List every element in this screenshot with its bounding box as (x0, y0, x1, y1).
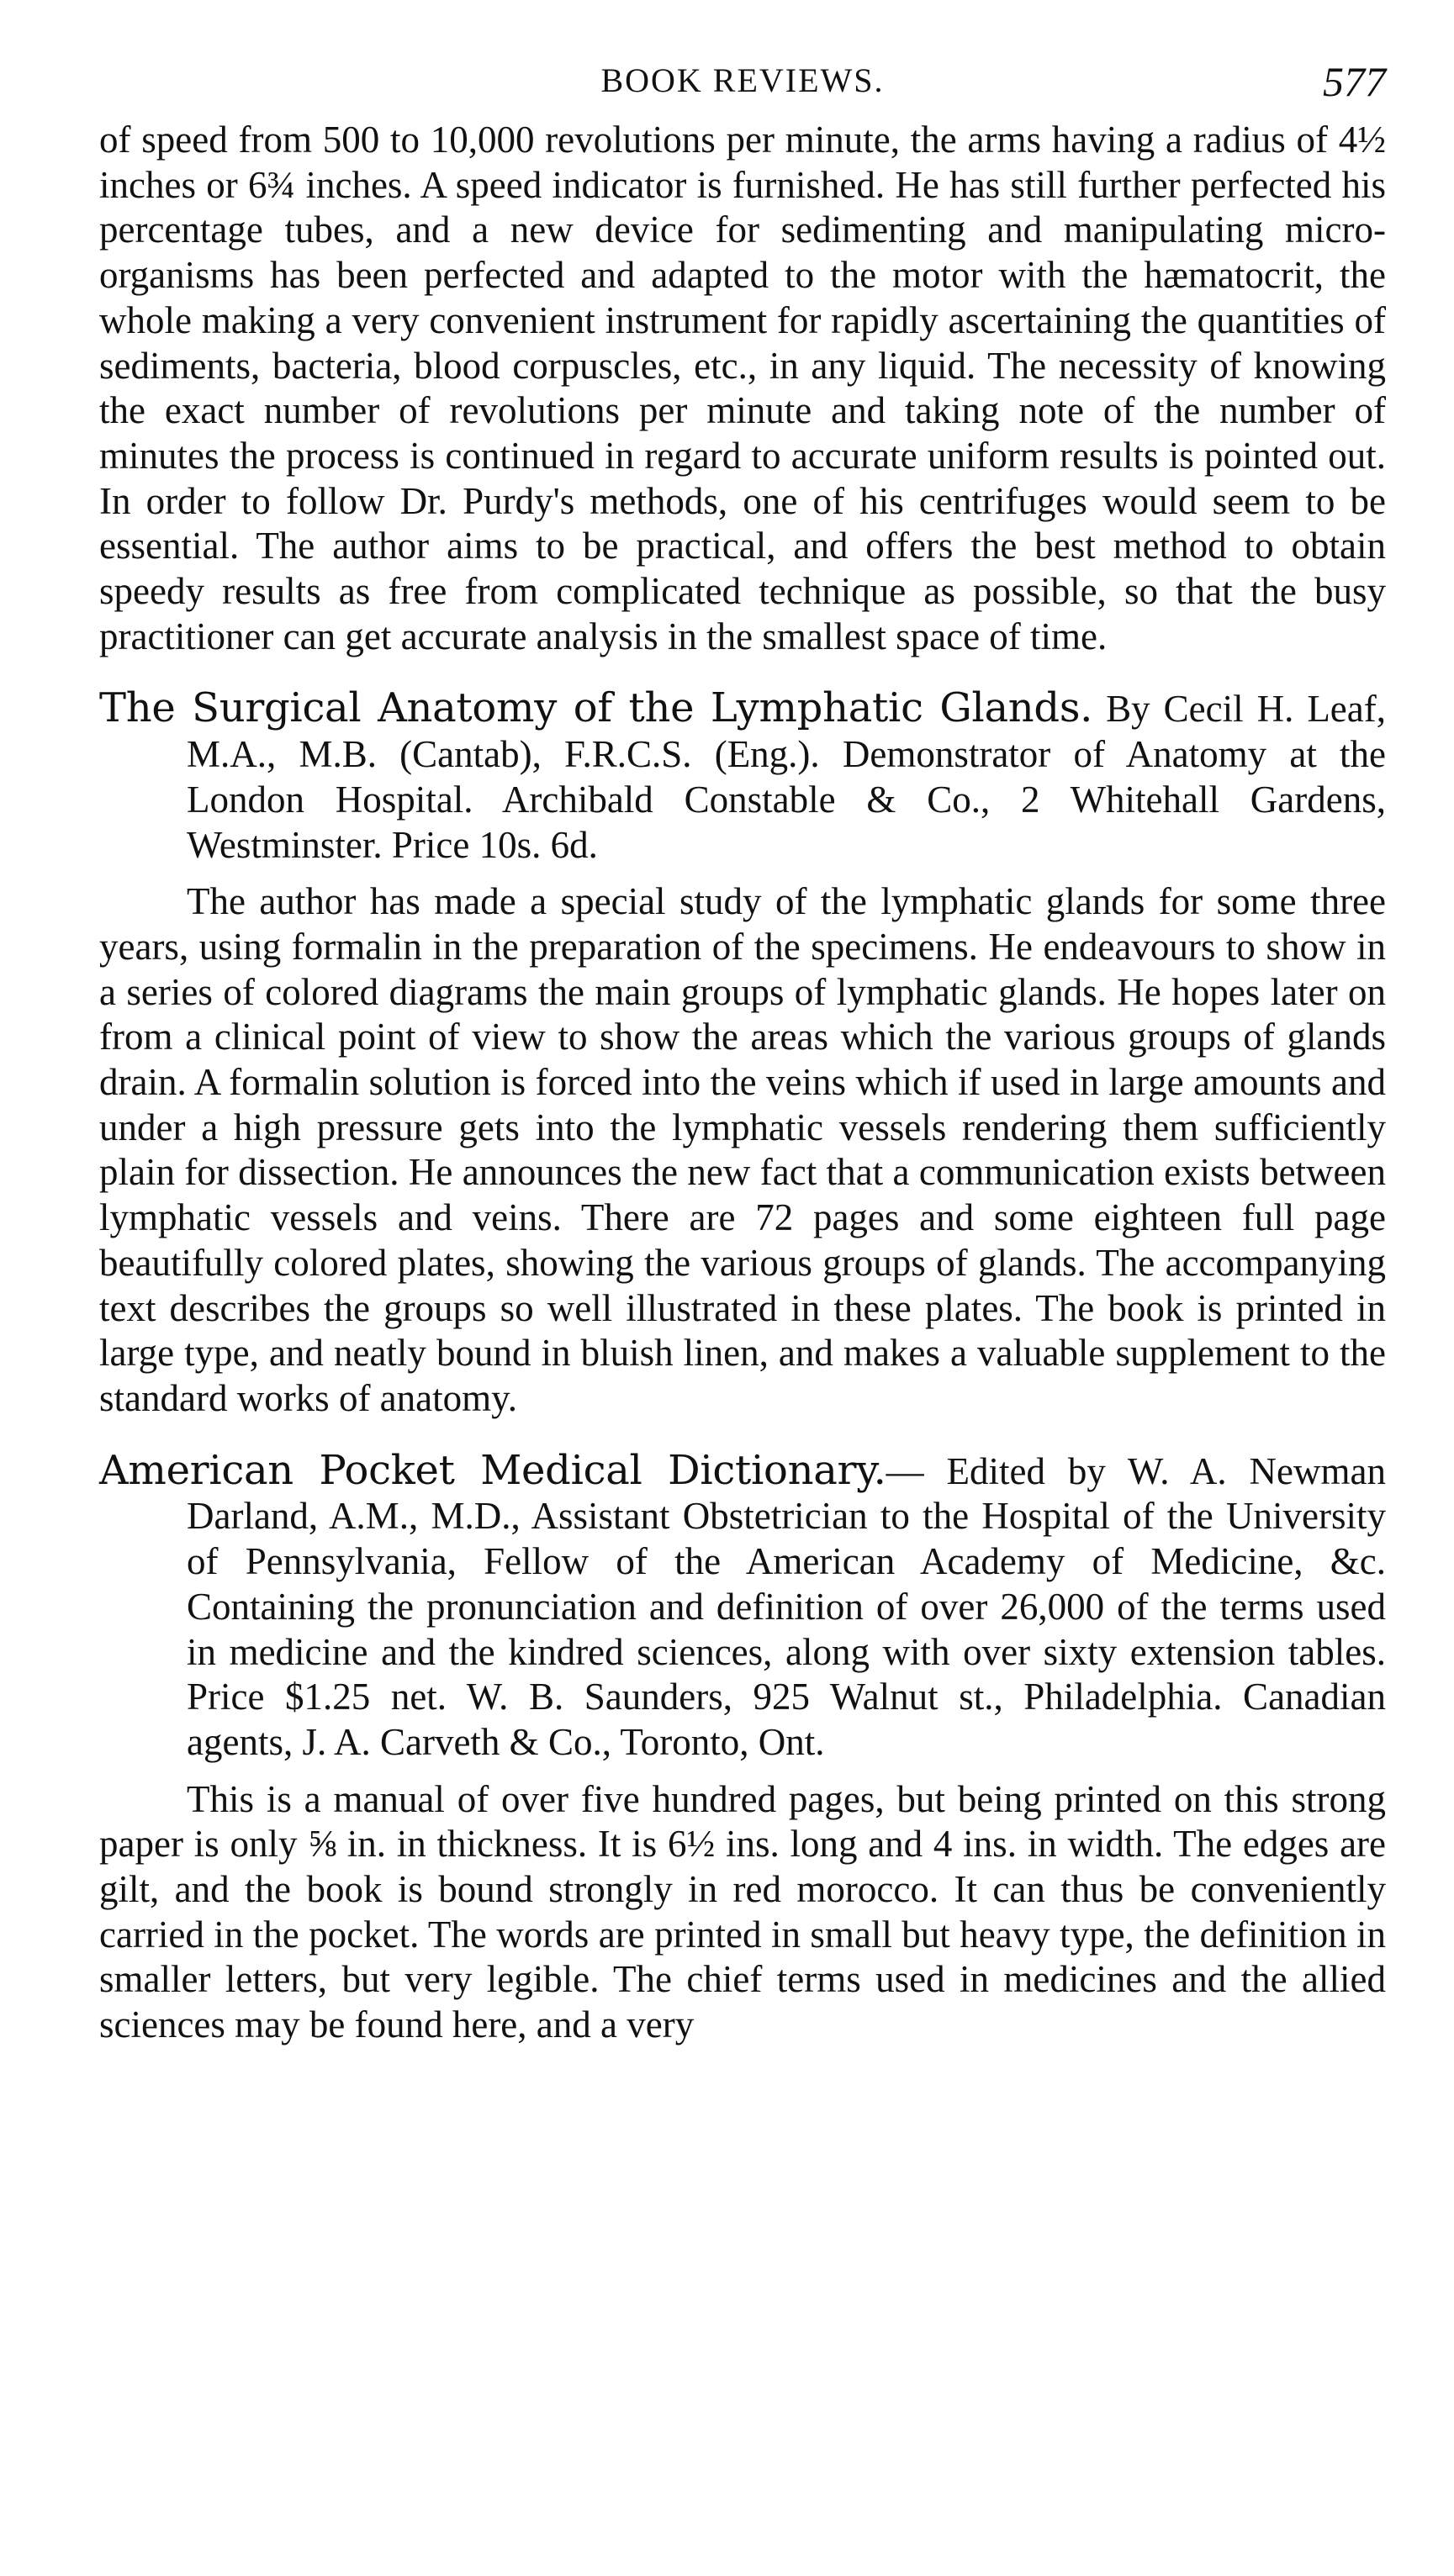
review-citation: — Edited by W. A. Newman Darland, A.M., M.D., Assistant Obstetrician to the Hospital of the University of Pennsylvania, Fellow of the American Academy of Medicine, &c. Containing the pronunciation and definition of over 26,000 of the terms used in medicine and the kindred sciences, along with over sixty extension tables. Price $1.25 net. W. B. Saunders, 925 Walnut st., Philadelphia. Canadian agents, J. A. Carveth & Co., Toronto, Ont. (187, 1449, 1386, 1763)
review-heading (99, 686, 1386, 868)
running-title: BOOK REVIEWS. (600, 61, 885, 99)
review-entry-pocket-dictionary (99, 1446, 1386, 2048)
review-entry-lymphatic-glands (99, 686, 1386, 1421)
continued-paragraph: of speed from 500 to 10,000 revolutions per minute, the arms having a radius of 4½ inches or 6¾ inches. A speed indicator is furnished. He has still further perfected his percentage tubes, and a new device for sedimenting and manipulating micro-organisms has been perfected and adapted to the motor with the hæmatocrit, the whole making a very convenient instrument for rapidly ascertaining the quantities of sediments, bacteria, blood corpuscles, etc., in any liquid. The necessity of knowing the exact number of revolutions per minute and taking note of the number of minutes the process is continued in regard to accurate uniform results is pointed out. In order to follow Dr. Purdy's methods, one of his centrifuges would seem to be essential. The author aims to be practical, and offers the best method to obtain speedy results as free from complicated technique as possible, so that the busy practitioner can get accurate analysis in the smallest space of time. (99, 119, 1386, 657)
book-page (99, 50, 1386, 2048)
review-title: American Pocket Medical Dictionary. (99, 1446, 886, 1494)
review-heading (99, 1446, 1386, 1766)
review-title: The Surgical Anatomy of the Lymphatic Glands. (99, 684, 1093, 732)
review-citation: By Cecil H. Leaf, M.A., M.B. (Cantab), F.R.C.S. (Eng.). Demonstrator of Anatomy at the London Hospital. Archibald Constable & Co., 2 Whitehall Gardens, Westminster. Price 10s. 6d. (187, 688, 1386, 866)
running-head (99, 50, 1386, 118)
review-body: This is a manual of over five hundred pages, but being printed on this strong paper is only ⅝ in. in thickness. It is 6½ ins. long and 4 ins. in width. The edges are gilt, and the book is bound strongly in red morocco. It can thus be conveniently carried in the pocket. The words are printed in small but heavy type, the definition in smaller letters, but very legible. The chief terms used in medicines and the allied sciences may be found here, and a very (99, 1777, 1386, 2046)
page-number: 577 (1323, 58, 1386, 105)
review-body: The author has made a special study of the lymphatic glands for some three years, using formalin in the preparation of the specimens. He endeavours to show in a series of colored diagrams the main groups of lymphatic glands. He hopes later on from a clinical point of view to show the areas which the various groups of glands drain. A formalin solution is forced into the veins which if used in large amounts and under a high pressure gets into the lymphatic vessels rendering them sufficiently plain for dissection. He announces the new fact that a communication exists between lymphatic vessels and veins. There are 72 pages and some eighteen full page beautifully colored plates, showing the various groups of glands. The accompanying text describes the groups so well illustrated in these plates. The book is printed in large type, and neatly bound in bluish linen, and makes a valuable supplement to the standard works of anatomy. (99, 880, 1386, 1419)
